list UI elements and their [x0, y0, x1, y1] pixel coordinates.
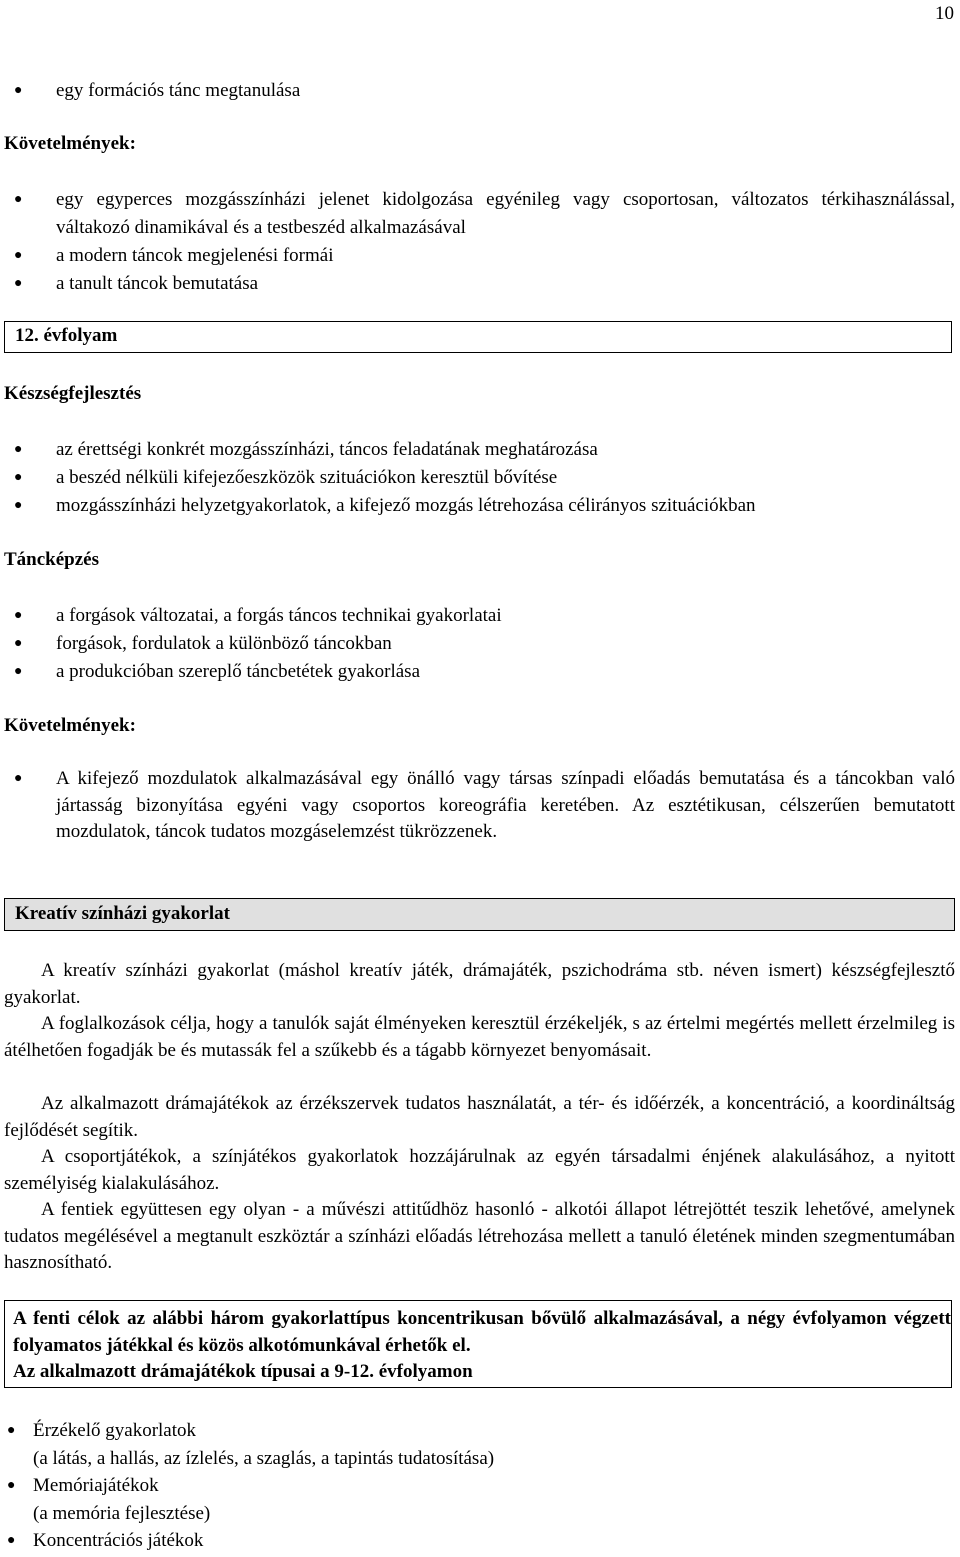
paragraph: A fentiek együttesen egy olyan - a művészi attitűdhöz hasonló - alkotói állapot létrejöttét teszik lehetővé, amelynek tudatos megélésével a megtanult eszköztár a színházi előadás létrehozása mellett a tanuló életének minden szegmentumában hasznosítható.	[4, 1199, 955, 1273]
skills-list	[4, 436, 955, 520]
list-item: ● egy formációs tánc megtanulása	[4, 77, 955, 105]
requirements-list	[4, 186, 955, 298]
type-title: ● Koncentrációs játékok	[33, 1530, 204, 1551]
dance-list	[4, 602, 955, 686]
list-item	[0, 1417, 955, 1472]
list-item: ● a produkcióban szereplő táncbetétek gyakorlása	[4, 658, 955, 686]
type-note: (a memória fejlesztése)	[33, 1502, 211, 1524]
list-item: ● a beszéd nélküli kifejezőeszközök szituációkon keresztül bővítése	[4, 464, 955, 492]
formation-list	[4, 77, 955, 105]
list-item: ● a tanult táncok bemutatása	[4, 270, 955, 298]
type-title: ● Memóriajátékok	[33, 1475, 159, 1496]
requirements-heading-2: Követelmények:	[4, 715, 136, 736]
year-title: 12. évfolyam	[15, 325, 118, 346]
list-item: ● A kifejező mozdulatok alkalmazásával egy önálló vagy társas színpadi előadás bemutatása és a táncokban való jártasság bizonyítása egyéni vagy csoportos koreográfia keretében. Az esztétikusan, célszerűen bemutatott mozdulatok, táncok tudatos mozgáselemzést tükrözzenek.	[4, 766, 955, 846]
info-subtitle: Az alkalmazott drámajátékok típusai a 9-12. évfolyamon	[13, 1361, 473, 1382]
info-text: A fenti célok az alábbi három gyakorlattípus koncentrikusan bővülő alkalmazásával, a négy évfolyamon végzett folyamatos játékkal és közös alkotómunkával érhetők el.	[13, 1308, 951, 1356]
drama-types-list	[0, 1417, 955, 1555]
page-number: 10	[935, 3, 954, 24]
section-banner	[4, 898, 955, 931]
dance-heading: Táncképzés	[4, 549, 99, 570]
section-title: Kreatív színházi gyakorlat	[15, 903, 230, 924]
list-item: ● forgások, fordulatok a különböző táncokban	[4, 630, 955, 658]
requirements-heading: Követelmények:	[4, 133, 136, 154]
list-item: ● a forgások változatai, a forgás táncos technikai gyakorlatai	[4, 602, 955, 630]
year-banner	[4, 321, 952, 353]
list-item: ● mozgásszínházi helyzetgyakorlatok, a kifejező mozgás létrehozása célirányos szituációkban	[4, 492, 955, 520]
paragraph: Az alkalmazott drámajátékok az érzékszervek tudatos használatát, a tér- és időérzék, a koncentráció, a koordináltság fejlődését segítik.	[4, 1093, 955, 1141]
skills-heading: Készségfejlesztés	[4, 383, 142, 404]
paragraph: A csoportjátékok, a színjátékos gyakorlatok hozzájárulnak az egyén társadalmi énjének alakulásához, a nyitott személyiség kialakulásához.	[4, 1146, 955, 1194]
info-box	[4, 1300, 952, 1388]
list-item: ● az érettségi konkrét mozgásszínházi, táncos feladatának meghatározása	[4, 436, 955, 464]
list-item: ● egy egyperces mozgásszínházi jelenet kidolgozása egyénileg vagy csoportosan, változatos térkihasználással, váltakozó dinamikával és a testbeszéd alkalmazásával	[4, 186, 955, 242]
list-item	[0, 1472, 955, 1527]
requirements-list-2	[4, 766, 955, 846]
type-note: (a látás, a hallás, az ízlelés, a szaglás, a tapintás tudatosítása)	[33, 1447, 495, 1469]
list-item	[0, 1527, 955, 1555]
paragraph: A foglalkozások célja, hogy a tanulók saját élményeken keresztül érzékeljék, s az értelmi megértés mellett érzelmileg is átélhetően fogadják be és mutassák fel a szűkebb és a tágabb környezet benyomásait.	[4, 1013, 955, 1061]
type-title: ● Érzékelő gyakorlatok	[33, 1420, 197, 1441]
paragraph: A kreatív színházi gyakorlat (máshol kreatív játék, drámajáték, pszichodráma stb. néven ismert) készségfejlesztő gyakorlat.	[4, 960, 955, 1008]
list-item: ● a modern táncok megjelenési formái	[4, 242, 955, 270]
